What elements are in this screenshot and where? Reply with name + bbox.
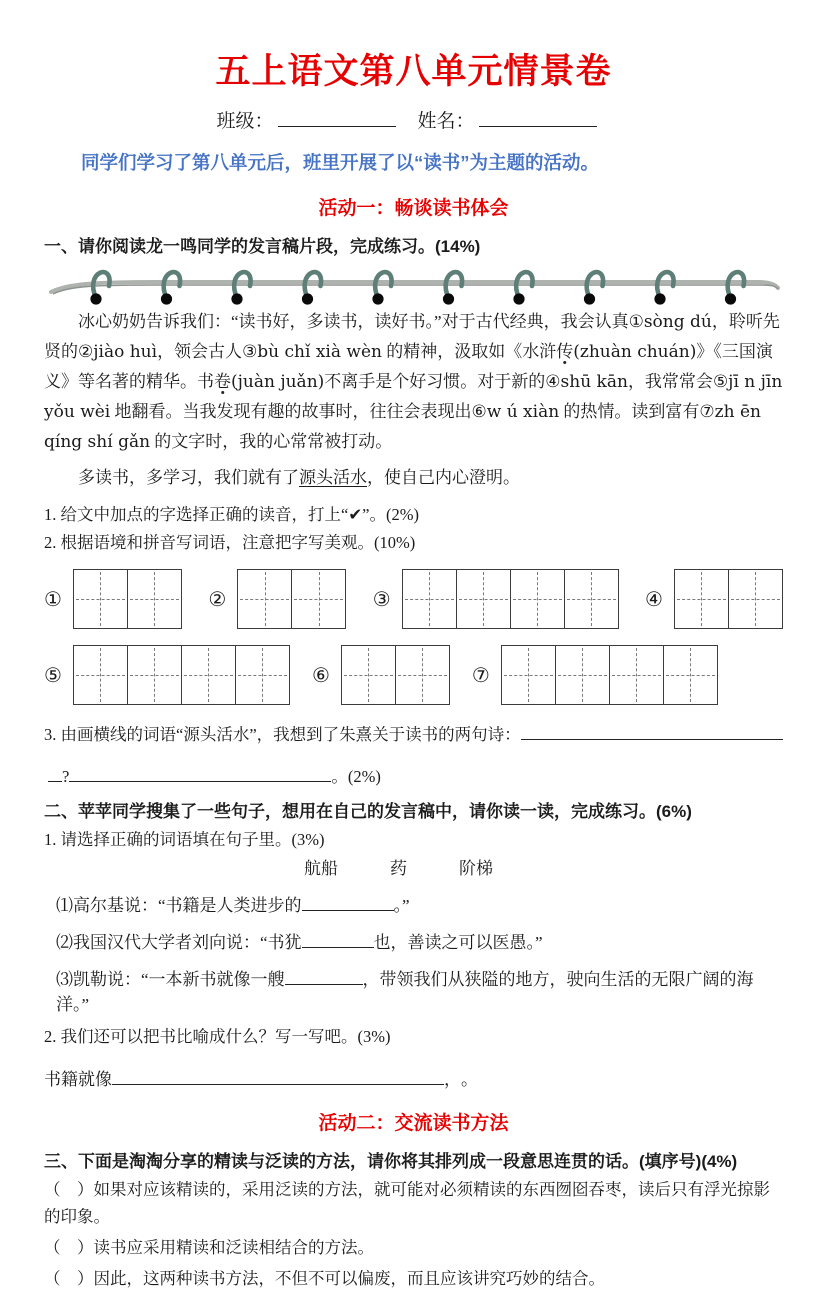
text-run: 》《三国演义》等名著的精华。书 [44, 342, 773, 391]
grid-number-label: ④ [645, 588, 663, 611]
s2-blank-1[interactable] [302, 892, 394, 911]
writing-grid[interactable] [73, 569, 182, 629]
writing-cell[interactable] [555, 646, 609, 704]
writing-cell[interactable] [291, 570, 345, 628]
grid-number-label: ⑦ [471, 664, 490, 687]
section2-item-2 [56, 928, 783, 953]
writing-cell[interactable] [456, 570, 510, 628]
text-run: 书籍就像 [44, 1070, 112, 1089]
grid-item [645, 569, 783, 629]
writing-grid[interactable] [501, 645, 718, 705]
grid-item [44, 645, 290, 705]
text-run: ⑶凯勒说：“一本新书就像一艘 [56, 970, 285, 989]
section2-question-1: 1. 请选择正确的词语填在句子里。(3%) [44, 830, 325, 849]
class-input-blank[interactable] [278, 106, 396, 127]
class-label: 班级： [216, 111, 274, 132]
pinyin-run: (juàn juǎn) [231, 372, 325, 392]
name-label: 姓名： [417, 111, 475, 132]
grid-number-label: ① [44, 588, 62, 611]
writing-cell[interactable] [403, 570, 456, 628]
text-run: 传 [556, 342, 574, 361]
section2-question-2: 2. 我们还可以把书比喻成什么？写一写吧。(3%) [44, 1027, 391, 1046]
activity2-heading: 活动二：交流读书方法 [318, 1113, 509, 1134]
passage-paragraph-1 [44, 307, 783, 457]
writing-grid-row-1 [44, 569, 783, 629]
s2-blank-3[interactable] [285, 966, 363, 985]
writing-cell[interactable] [238, 570, 291, 628]
writing-cell[interactable] [127, 570, 181, 628]
grid-number-label: ⑤ [44, 664, 62, 687]
writing-cell[interactable] [510, 570, 564, 628]
text-run: 也，善读之可以医愚。” [373, 933, 543, 952]
question-2: 2. 根据语境和拼音写词语，注意把字写美观。(10%) [44, 533, 416, 552]
section2-heading: 二、苹苹同学搜集了一些句子，想用在自己的发言稿中，请你读一读，完成练习。(6%) [44, 802, 692, 821]
grid-item [208, 569, 346, 629]
writing-cell[interactable] [663, 646, 717, 704]
question-3-line-1 [44, 721, 783, 749]
text-run: 3. 由画横线的词语“源头活水”，我想到了朱熹关于读书的两句诗： [44, 725, 521, 744]
text-run: ? [62, 767, 70, 786]
section3-heading: 三、下面是淘淘分享的精读与泛读的方法，请你将其排列成一段意思连贯的话。(填序号)(4%) [44, 1152, 738, 1171]
pinyin-run: (zhuàn chuán) [573, 342, 697, 362]
pinyin-run: ⑤jī n jīn yǒu wèi [44, 372, 783, 422]
writing-cell[interactable] [502, 646, 555, 704]
word-option-2: 药 [390, 859, 407, 878]
writing-cell[interactable] [74, 646, 127, 704]
text-run: 不离手是个好习惯。对于新的 [324, 372, 546, 391]
text-run: 的精神，汲取如《水浒 [381, 342, 557, 361]
grid-number-label: ⑥ [311, 664, 330, 687]
grid-number-label: ② [208, 588, 227, 611]
text-run: ，领会古人 [157, 342, 243, 361]
word-options [304, 854, 783, 879]
passage-paragraph-2 [44, 463, 783, 493]
writing-cell[interactable] [564, 570, 618, 628]
section1-heading: 一、请你阅读龙一鸣同学的发言稿片段，完成练习。(14%) [44, 237, 481, 256]
grid-item [312, 645, 450, 705]
writing-grid[interactable] [73, 645, 290, 705]
section3 [44, 1147, 783, 1292]
q3-blank-2[interactable] [69, 764, 331, 782]
book-blank-1[interactable] [112, 1066, 444, 1085]
writing-cell[interactable] [728, 570, 782, 628]
text-run: ，使自己内心澄明。 [367, 468, 520, 487]
text-run: 如果对应该精读的，采用泛读的方法，就可能对必须精读的东西囫囵吞枣，读后只有浮光掠影的印象。 [44, 1180, 770, 1226]
section2-item-3 [56, 965, 783, 1015]
spiral-binding-decoration [45, 259, 783, 307]
s2-blank-2[interactable] [302, 929, 374, 948]
text-run: 因此，这两种读书方法，不但不可以偏废，而且应该讲究巧妙的结合。 [93, 1269, 605, 1288]
text-run: 的文字时，我的心常常被打动。 [150, 432, 393, 451]
text-run: ⑵我国汉代大学者刘向说：“书犹 [56, 933, 302, 952]
writing-grid[interactable] [674, 569, 783, 629]
writing-grid-row-2 [44, 645, 783, 705]
writing-grid[interactable] [341, 645, 450, 705]
order-blank-1[interactable]: （ ） [44, 1180, 94, 1199]
text-run: ⑴高尔基说：“书籍是人类进步的 [56, 896, 302, 915]
grid-item [472, 645, 718, 705]
pinyin-run: ③bù chǐ xià wèn [242, 342, 382, 362]
page-title: 五上语文第八单元情景卷 [215, 52, 612, 91]
question-3-line-2 [48, 763, 783, 787]
order-item-3 [44, 1265, 783, 1292]
pinyin-run: ②jiào huì [78, 342, 158, 362]
grid-item [373, 569, 619, 629]
grid-item [44, 569, 182, 629]
text-run: 源头活水 [299, 468, 367, 487]
section2-item-1 [56, 891, 783, 916]
writing-cell[interactable] [395, 646, 449, 704]
text-run: 。” [393, 896, 410, 915]
order-blank-2[interactable]: （ ） [44, 1238, 94, 1257]
text-run: 。 [461, 1070, 478, 1089]
name-input-blank[interactable] [479, 106, 597, 127]
text-run: ，我常常会 [627, 372, 713, 391]
pinyin-run: ⑥w ú xiàn [471, 402, 560, 422]
text-run: 。(2%) [331, 767, 381, 786]
q3-blank-1-end[interactable] [48, 764, 62, 782]
writing-cell[interactable] [74, 570, 127, 628]
text-run: 冰心奶奶告诉我们：“读书好，多读书，读好书。”对于古代经典，我会认真 [78, 312, 629, 331]
pinyin-run: ①sòng dú [628, 312, 712, 332]
writing-cell[interactable] [235, 646, 289, 704]
writing-cell[interactable] [181, 646, 235, 704]
text-run: 读书应采用精读和泛读相结合的方法。 [93, 1238, 374, 1257]
pinyin-run: ④shū kān [545, 372, 628, 392]
q3-blank-1[interactable] [521, 722, 783, 740]
grid-number-label: ③ [372, 588, 391, 611]
intro-sentence: 同学们学习了第八单元后，班里开展了以“读书”为主题的活动。 [81, 152, 600, 173]
text-run: ，聆听先贤的 [44, 312, 780, 361]
writing-grid[interactable] [402, 569, 619, 629]
writing-cell[interactable] [127, 646, 181, 704]
word-option-3: 阶梯 [459, 859, 493, 878]
writing-cell[interactable] [609, 646, 663, 704]
order-item-2 [44, 1234, 783, 1261]
student-info-line [44, 106, 783, 133]
text-run: 的热情。读到富有 [559, 402, 700, 421]
text-run: 多读书，多学习，我们就有了 [78, 468, 299, 487]
writing-grid[interactable] [237, 569, 346, 629]
writing-cell[interactable] [675, 570, 728, 628]
text-run: 地翻看。当我发现有趣的故事时，往往会表现出 [110, 402, 472, 421]
question-1: 1. 给文中加点的字选择正确的读音，打上“✔”。(2%) [44, 505, 419, 524]
word-option-1: 航船 [304, 859, 338, 878]
order-item-1 [44, 1176, 783, 1230]
text-run: 卷 [214, 372, 231, 391]
book-metaphor-line [44, 1065, 783, 1090]
order-blank-3[interactable]: （ ） [44, 1269, 94, 1288]
text-run: ， [444, 1070, 461, 1089]
writing-cell[interactable] [342, 646, 395, 704]
activity1-heading: 活动一：畅谈读书体会 [318, 198, 509, 219]
text-run: ，带领我们从狭隘的地方，驶向生活的无限广阔的海洋。” [56, 970, 754, 1014]
pinyin-run: ⑦zh ēn qíng shí gǎn [44, 402, 761, 452]
